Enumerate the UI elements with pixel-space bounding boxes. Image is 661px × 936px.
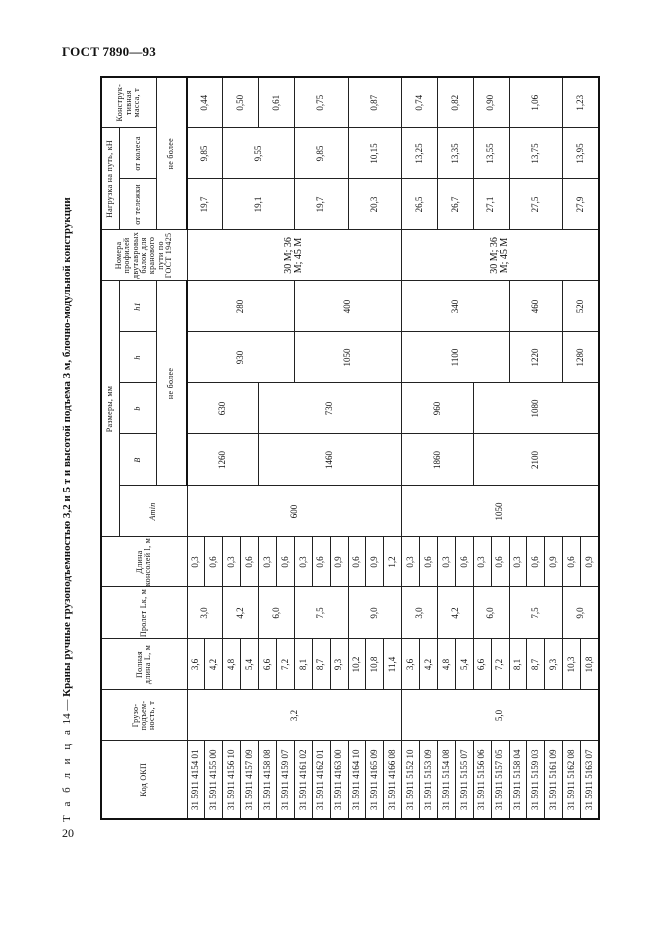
h-label: h — [132, 355, 142, 360]
full-length-cell: 4,2 — [205, 639, 223, 690]
span-cell: 7,5 — [294, 587, 348, 639]
mass-cell: 0,50 — [223, 77, 259, 128]
h-cell: 1280 — [563, 332, 599, 383]
h-cell: 1050 — [294, 332, 401, 383]
full-length-cell: 9,3 — [545, 639, 563, 690]
header-rail-profiles: Номера профилей двутавровых балок для кранового пути по ГОСТ 19425 — [101, 230, 187, 281]
header-dimensions: Размеры, мм — [101, 281, 120, 537]
console-cell: 0,3 — [294, 537, 312, 587]
header-b — [120, 383, 157, 434]
document-title: ГОСТ 7890—93 — [62, 44, 156, 59]
table-row — [187, 77, 205, 819]
full-length-cell: 4,8 — [437, 639, 455, 690]
b-cell: 730 — [259, 383, 402, 434]
table-row — [402, 77, 420, 819]
load-wheel-cell: 13,95 — [563, 128, 599, 179]
code-cell: 31 5911 5162 08 — [563, 741, 581, 819]
console-cell: 0,3 — [509, 537, 527, 587]
console-cell: 0,3 — [223, 537, 241, 587]
header-load-trolley: от тележки — [120, 179, 157, 230]
B-label: B — [132, 457, 142, 463]
header-mass: Конструк-тивная масса, т — [101, 77, 157, 128]
b-label: b — [132, 406, 142, 411]
span-cell: 9,0 — [563, 587, 599, 639]
console-cell: 0,6 — [312, 537, 330, 587]
code-cell: 31 5911 5159 03 — [527, 741, 545, 819]
console-cell: 0,6 — [348, 537, 366, 587]
code-cell: 31 5911 4162 01 — [312, 741, 330, 819]
code-cell: 31 5911 5158 04 — [509, 741, 527, 819]
code-cell: 31 5911 4165 09 — [366, 741, 384, 819]
header-not-more-dimensions: не более — [157, 281, 188, 486]
h-cell: 1220 — [509, 332, 563, 383]
code-cell: 31 5911 5156 06 — [473, 741, 491, 819]
span-cell: 6,0 — [473, 587, 509, 639]
header-console-length: Длина консолей l, м — [101, 537, 187, 587]
span-cell: 4,2 — [437, 587, 473, 639]
header-capacity: Грузо-подъем-ность, т — [101, 690, 187, 741]
load-trolley-cell: 19,7 — [187, 179, 223, 230]
amin-cell: 1050 — [402, 486, 599, 537]
span-cell: 9,0 — [348, 587, 402, 639]
console-cell: 0,6 — [420, 537, 438, 587]
header-full-length: Полная длина L, м — [101, 639, 187, 690]
load-trolley-cell: 26,5 — [402, 179, 438, 230]
full-length-cell: 5,4 — [241, 639, 259, 690]
caption-title: Краны ручные грузоподъемностью 3,2 и 5 т и высотой подъема 3 м, блочно-модульной конструкции — [61, 197, 73, 697]
load-trolley-cell: 26,7 — [437, 179, 473, 230]
console-cell: 0,3 — [402, 537, 420, 587]
full-length-cell: 5,4 — [455, 639, 473, 690]
header-amin — [120, 486, 188, 537]
console-cell: 0,6 — [491, 537, 509, 587]
h1-label: h1 — [132, 302, 142, 311]
B-cell: 1460 — [259, 434, 402, 486]
full-length-cell: 8,1 — [509, 639, 527, 690]
load-trolley-cell: 27,9 — [563, 179, 599, 230]
header-h1 — [120, 281, 157, 332]
console-cell: 0,6 — [241, 537, 259, 587]
header-load-wheel: от колеса — [120, 128, 157, 179]
load-trolley-cell: 27,5 — [509, 179, 563, 230]
console-cell: 0,3 — [187, 537, 205, 587]
load-wheel-cell: 13,35 — [437, 128, 473, 179]
full-length-cell: 8,1 — [294, 639, 312, 690]
console-cell: 0,6 — [276, 537, 294, 587]
B-cell: 2100 — [473, 434, 599, 486]
code-cell: 31 5911 4163 00 — [330, 741, 348, 819]
code-cell: 31 5911 5161 09 — [545, 741, 563, 819]
load-trolley-cell: 19,7 — [294, 179, 348, 230]
code-cell: 31 5911 5152 10 — [402, 741, 420, 819]
caption-number: 14 — — [61, 699, 73, 725]
h1-cell: 520 — [563, 281, 599, 332]
mass-cell: 0,44 — [187, 77, 223, 128]
span-cell: 4,2 — [223, 587, 259, 639]
header-code: Код ОКП — [101, 741, 187, 819]
h1-cell: 460 — [509, 281, 563, 332]
header-span: Пролет Lк, м — [101, 587, 187, 639]
console-cell: 0,6 — [563, 537, 581, 587]
code-cell: 31 5911 5155 07 — [455, 741, 473, 819]
amin-cell: 600 — [187, 486, 402, 537]
load-wheel-cell: 10,15 — [348, 128, 402, 179]
mass-cell: 0,82 — [437, 77, 473, 128]
console-cell: 0,3 — [473, 537, 491, 587]
console-cell: 0,6 — [455, 537, 473, 587]
code-cell: 31 5911 4158 08 — [259, 741, 277, 819]
console-cell: 0,9 — [581, 537, 599, 587]
code-cell: 31 5911 5154 08 — [437, 741, 455, 819]
h-cell: 1100 — [402, 332, 509, 383]
full-length-cell: 4,2 — [420, 639, 438, 690]
B-cell: 1260 — [187, 434, 259, 486]
code-cell: 31 5911 4155 00 — [205, 741, 223, 819]
load-wheel-cell: 13,55 — [473, 128, 509, 179]
mass-cell: 0,87 — [348, 77, 402, 128]
console-cell: 0,9 — [366, 537, 384, 587]
mass-cell: 0,74 — [402, 77, 438, 128]
full-length-cell: 6,6 — [259, 639, 277, 690]
table-caption — [61, 197, 73, 822]
full-length-cell: 3,6 — [402, 639, 420, 690]
code-cell: 31 5911 5163 07 — [581, 741, 599, 819]
console-cell: 1,2 — [384, 537, 402, 587]
span-cell: 7,5 — [509, 587, 563, 639]
load-wheel-cell: 9,55 — [223, 128, 295, 179]
load-trolley-cell: 20,3 — [348, 179, 402, 230]
b-cell: 1080 — [473, 383, 599, 434]
console-cell: 0,6 — [527, 537, 545, 587]
b-cell: 630 — [187, 383, 259, 434]
page-number: 20 — [62, 826, 74, 840]
header-h — [120, 332, 157, 383]
header-B — [120, 434, 157, 486]
code-cell: 31 5911 4161 02 — [294, 741, 312, 819]
profiles-cell: 30 М; 36 М; 45 М — [402, 230, 599, 281]
load-wheel-cell: 13,75 — [509, 128, 563, 179]
full-length-cell: 10,8 — [581, 639, 599, 690]
load-wheel-cell: 9,85 — [187, 128, 223, 179]
h1-cell: 400 — [294, 281, 401, 332]
mass-cell: 1,23 — [563, 77, 599, 128]
table-body — [187, 77, 599, 819]
code-cell: 31 5911 4157 09 — [241, 741, 259, 819]
code-cell: 31 5911 5157 05 — [491, 741, 509, 819]
code-cell: 31 5911 5153 09 — [420, 741, 438, 819]
full-length-cell: 7,2 — [491, 639, 509, 690]
capacity-cell: 3,2 — [187, 690, 402, 741]
code-cell: 31 5911 4159 07 — [276, 741, 294, 819]
full-length-cell: 4,8 — [223, 639, 241, 690]
h1-cell: 340 — [402, 281, 509, 332]
code-cell: 31 5911 4154 01 — [187, 741, 205, 819]
amin-label: Amin — [148, 502, 158, 521]
b-cell: 960 — [402, 383, 474, 434]
mass-cell: 0,75 — [294, 77, 348, 128]
console-cell: 0,9 — [545, 537, 563, 587]
h-cell: 930 — [187, 332, 294, 383]
full-length-cell: 8,7 — [312, 639, 330, 690]
caption-label: Т а б л и ц а — [61, 727, 73, 822]
full-length-cell: 6,6 — [473, 639, 491, 690]
console-cell: 0,9 — [330, 537, 348, 587]
full-length-cell: 10,2 — [348, 639, 366, 690]
load-wheel-cell: 9,85 — [294, 128, 348, 179]
code-cell: 31 5911 4166 08 — [384, 741, 402, 819]
mass-cell: 0,61 — [259, 77, 295, 128]
header-track-load: Нагрузка на путь, кН — [101, 128, 120, 230]
span-cell: 3,0 — [187, 587, 223, 639]
span-cell: 6,0 — [259, 587, 295, 639]
console-cell: 0,3 — [437, 537, 455, 587]
full-length-cell: 3,6 — [187, 639, 205, 690]
h1-cell: 280 — [187, 281, 294, 332]
full-length-cell: 9,3 — [330, 639, 348, 690]
profiles-cell: 30 М; 36 М; 45 М — [187, 230, 402, 281]
console-cell: 0,3 — [259, 537, 277, 587]
mass-cell: 1,06 — [509, 77, 563, 128]
capacity-cell: 5,0 — [402, 690, 599, 741]
code-cell: 31 5911 4164 10 — [348, 741, 366, 819]
header-not-more-load: не более — [157, 77, 188, 230]
code-cell: 31 5911 4156 10 — [223, 741, 241, 819]
full-length-cell: 11,4 — [384, 639, 402, 690]
mass-cell: 0,90 — [473, 77, 509, 128]
load-trolley-cell: 27,1 — [473, 179, 509, 230]
full-length-cell: 10,3 — [563, 639, 581, 690]
full-length-cell: 8,7 — [527, 639, 545, 690]
crane-spec-table — [100, 78, 597, 820]
full-length-cell: 7,2 — [276, 639, 294, 690]
span-cell: 3,0 — [402, 587, 438, 639]
load-wheel-cell: 13,25 — [402, 128, 438, 179]
B-cell: 1860 — [402, 434, 474, 486]
load-trolley-cell: 19,1 — [223, 179, 295, 230]
full-length-cell: 10,8 — [366, 639, 384, 690]
console-cell: 0,6 — [205, 537, 223, 587]
